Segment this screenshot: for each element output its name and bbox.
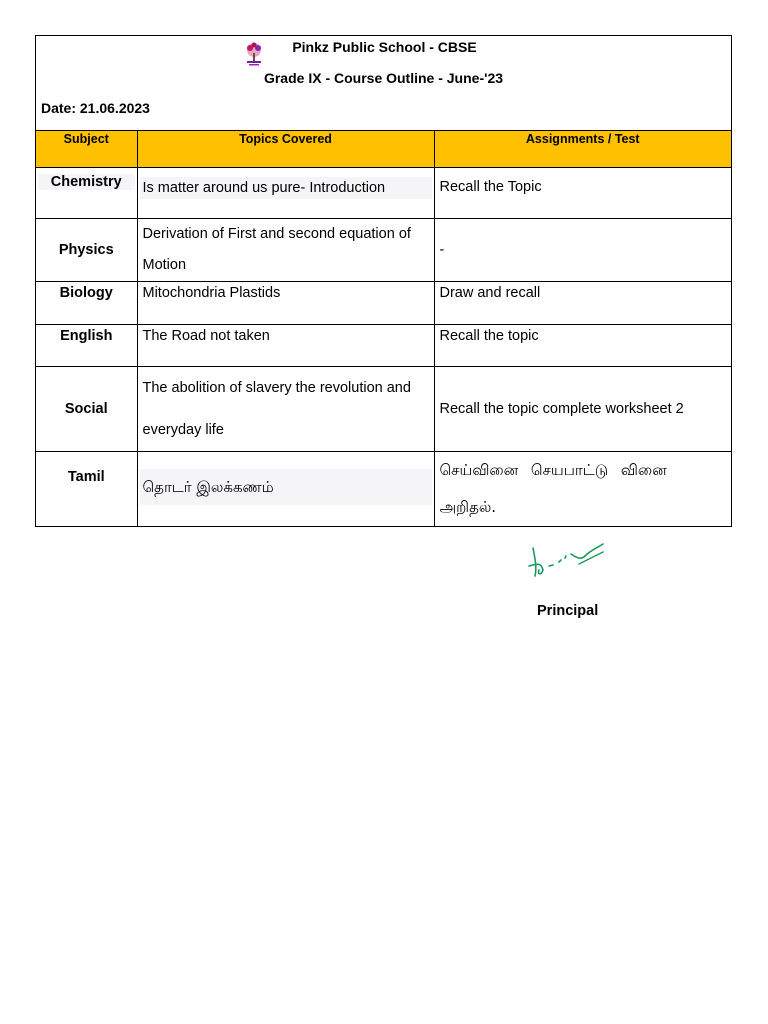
topic-cell: Mitochondria Plastids <box>137 282 434 325</box>
assignment-cell: - <box>434 219 731 282</box>
table-row <box>36 282 731 325</box>
school-name: Pinkz Public School - CBSE <box>292 39 477 55</box>
assignment-cell: Draw and recall <box>434 282 731 325</box>
document-date: Date: 21.06.2023 <box>41 100 150 116</box>
assignment-text: Recall the Topic <box>439 179 542 195</box>
table-row <box>36 168 731 219</box>
assignment-cell: Recall the topic <box>434 325 731 367</box>
column-header-subject: Subject <box>36 131 137 168</box>
subject-cell <box>36 168 137 219</box>
column-header-assignments: Assignments / Test <box>434 131 731 168</box>
topic-cell: The abolition of slavery the revolution and everyday life <box>137 367 434 452</box>
topic-cell <box>137 168 434 219</box>
subject-label: Chemistry <box>38 174 135 190</box>
subject-cell: Tamil <box>36 452 137 527</box>
assignment-cell: Recall the topic complete worksheet 2 <box>434 367 731 452</box>
principal-label: Principal <box>537 603 599 619</box>
column-header-topics: Topics Covered <box>137 131 434 168</box>
topic-text: Is matter around us pure- Introduction <box>140 177 432 199</box>
principal-signature <box>525 540 610 585</box>
subject-cell: Physics <box>36 219 137 282</box>
table-row <box>36 367 731 452</box>
subject-cell: English <box>36 325 137 367</box>
topic-cell: The Road not taken <box>137 325 434 367</box>
topic-cell: Derivation of First and second equation of Motion <box>137 219 434 282</box>
table-row <box>36 219 731 282</box>
document-header <box>36 36 731 130</box>
topic-cell <box>137 452 434 527</box>
table-header-row <box>36 131 731 168</box>
subject-cell: Biology <box>36 282 137 325</box>
course-title: Grade IX - Course Outline - June-'23 <box>263 70 504 86</box>
topic-text: தொடர் இலக்கணம் <box>140 469 432 505</box>
table-row <box>36 325 731 367</box>
assignment-cell: செய்வினை செயபாட்டு வினை அறிதல். <box>434 452 731 527</box>
course-outline-sheet <box>35 35 732 527</box>
course-outline-table <box>36 130 731 526</box>
table-row <box>36 452 731 527</box>
subject-cell: Social <box>36 367 137 452</box>
assignment-cell <box>434 168 731 219</box>
